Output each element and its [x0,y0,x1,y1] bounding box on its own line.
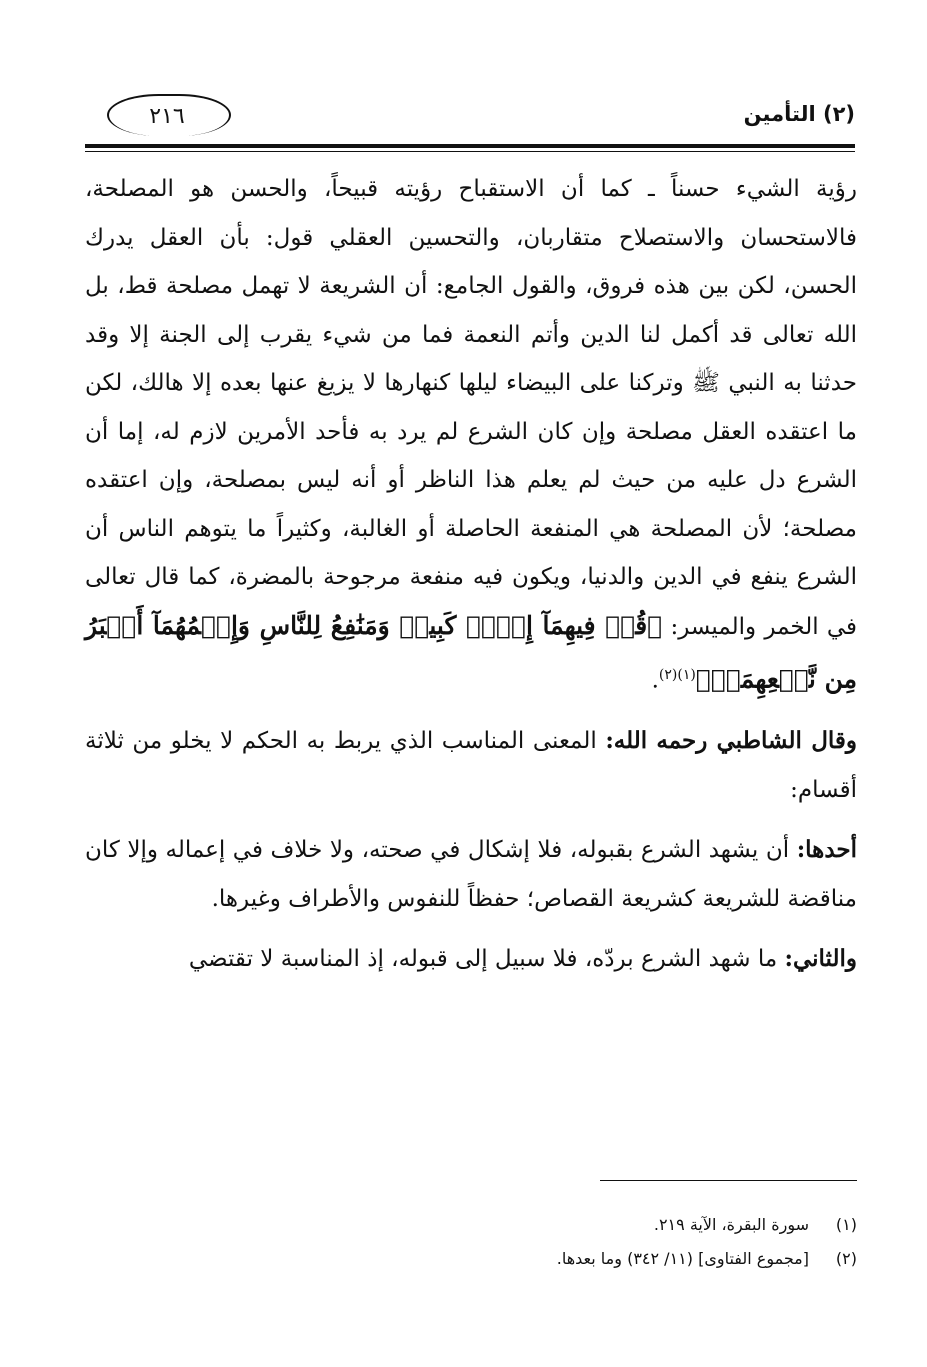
footnote-2 [157,1242,857,1276]
quran-verse: ﴿قُلۡ فِيهِمَآ إِثۡمٞ كَبِيرٞ وَمَنَٰفِعُ لِلنَّاسِ وَإِثۡمُهُمَآ أَكۡبَرُ مِن نَّفۡعِهِمَاۗ﴾ [85,610,857,694]
footnote-text: [مجموع الفتاوى] (١١/ ٣٤٢) وما بعدها. [556,1249,809,1268]
paragraph-1 [85,165,857,705]
paragraph-2-lead: وقال الشاطبي رحمه الله: [605,727,858,755]
page-number: ٢١٦ [149,104,185,129]
paragraph-3-text: أن يشهد الشرع بقبوله، فلا إشكال في صحته، ولا خلاف في إعماله وإلا كان مناقضة للشريعة كشريعة القصاص؛ حفظاً للنفوس والأطراف وغيرها. [85,837,857,912]
paragraph-4 [85,935,857,984]
book-title: (٢) التأمين [743,102,855,126]
footnote-number: (١) [835,1215,857,1234]
footnote-number: (٢) [835,1249,857,1268]
paragraph-2-text: المعنى المناسب الذي يربط به الحكم لا يخلو من ثلاثة أقسام: [85,728,857,803]
paragraph-3 [85,826,857,923]
paragraph-1-text: رؤية الشيء حسناً ـ كما أن الاستقباح رؤيته قبيحاً، والحسن هو المصلحة، فالاستحسان والاستصلاح متقاربان، والتحسين العقلي قول: بأن العقل يدرك الحسن، لكن بين هذه فروق، والقول الجامع: أن الشريعة لا تهمل مصلحة قط، بل الله تعالى قد أكمل لنا الدين وأتم النعمة فما من شيء يقرب إلى الجنة إلا وقد حدثنا به النبي ﷺ وتركنا على البيضاء ليلها كنهارها لا يزيغ عنها بعده إلا هالك، لكن ما اعتقده العقل مصلحة وإن كان الشرع لم يرد به فأحد الأمرين لازم له، إما أن الشرع دل عليه من حيث لم يعلم هذا الناظر أو أنه ليس بمصلحة، وإن اعتقده مصلحة؛ لأن المصلحة هي المنفعة الحاصلة أو الغالبة، وكثيراً ما يتوهم الناس أن الشرع ينفع في الدين والدنيا، ويكون فيه منفعة مرجوحة بالمضرة، كما قال تعالى في الخمر والميسر: [85,176,857,640]
paragraph-2 [85,717,857,814]
footnotes [157,1208,857,1276]
footnote-reference: (١)(٢) [658,667,696,683]
header-rule-thin [85,151,855,152]
paragraph-4-lead: والثاني: [784,945,857,973]
body-text [85,165,857,984]
footnote-text: سورة البقرة، الآية ٢١٩. [653,1215,809,1234]
page-header [85,90,855,160]
footnote-separator [600,1180,857,1181]
paragraph-1-end: . [651,667,659,694]
footnote-1 [157,1208,857,1242]
paragraph-4-text: ما شهد الشرع بردّه، فلا سبيل إلى قبوله، إذ المناسبة لا تقتضي [188,946,778,973]
paragraph-3-lead: أحدها: [796,836,857,864]
header-rule-thick [85,144,855,148]
